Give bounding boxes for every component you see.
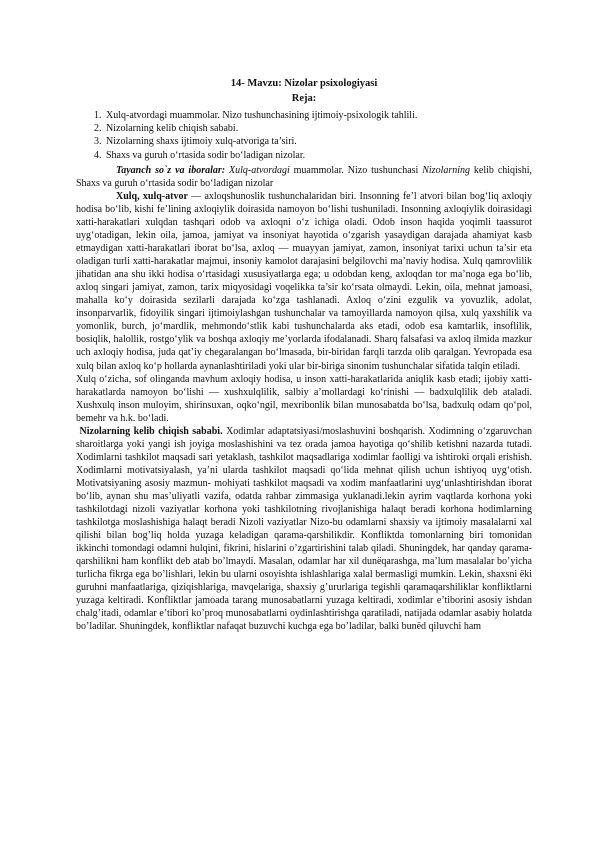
paragraph-text: — axloqshunoslik tushunchalaridan biri. Insonning fe’l atvori bilan bog‘liq axloqiy hodisa bo‘lib, kishi fe’lining axloqiylik doirasida namoyon bo‘lishi tushuniladi. Insonning axloqiylik doirasidagi xatti-harakatlari xulqdan tashqari odob va axloqni o‘z ichiga oladi. Odob inson haqida yoqimli taassurot uyg‘otadigan, lekin oila, jamoa, jamiyat va insoniyat hayotida o‘zgarish yasaydigan darajada ahamiyat kasb etmaydigan xatti-harakatlari iborat bo‘lsa, axloq — muayyan jamiyat, zamon, insoniyat tarixi uchun ta’sir eta oladigan turli xatti-harakatlar majmui, insoniy kamolot darajasini belgilovchi ma’naviy hodisa. Xulq qamrovlilik jihatidan ana shu ikki hodisa o‘rtasidagi xususiyatlarga ega; u odobdan keng, axloqdan tor ma’noga ega bo‘lib, axloq singari jamiyat, zamon, tarix miqyosidagi voqelikka ta’sir ko‘rsata olmaydi. Lekin, oila, mehnat jamoasi, mahalla ko‘y doirasida sezilarli darajada ko‘zga tashlanadi. Axloq o‘zini ezgulik va yovuzlik, adolat, insonparvarlik, fidoyilik singari ijtimoiylashgan tushunchalar va tamoyillarda namoyon qilsa, xulq yaxshilik va yomonlik, burch, jo‘mardlik, mehmondo‘stlik kabi tushunchalarda aks etadi, odob esa kamtarlik, insoflilik, bosiqlik, halollik, rostgo‘ylik va boshqa axloqiy me’yorlarda ifodalanadi. Sharq falsafasi va axloq ilmida mazkur uch axloqiy hodisa, juda qat’iy chegaralangan bo‘lmasada, bir-biridan farqli tarzda olib qaralgan. Yevropada esa xulq bilan axloq ko‘p hollarda aynanlashtiriladi yoki ular bir-biriga sinonim tushunchalar sifatida talqin etiladi. [76, 190, 532, 372]
paragraph-text: Xodimlar adaptatsiyasi/moslashuvini boshqarish. Xodimning o‘zgaruvchan sharoitlarga yoki yangi ish joyiga moslashishini va tez orada jamoa hayotiga qo‘shilib ketishni nazarda tutadi. Xodimlarni tashkilot maqsadi sari yetaklash, tashkilot maqsadlariga xodimlar faolligi va ishtiroki orqali erishish. Xodimlarni motivatsiyalash, ya’ni ularda tashkilot maqsadi qo‘lida mehnat qilish uchun ishtiyoq uyg‘otish. Motivatsiyaning asosiy mazmun- mohiyati tashkilot maqsadi va xodim manfaatlarini uyg‘unlashtirishdan iborat bo‘lib, aynan shu mas’uliyatli vazifa, odatda rahbar zimmasiga yuklanadi.lekin ayrim vaqtlarda korhona yoki tashkilotdagi nizoli vaziyatlar korhona yoki tashkilotning rivojlanishiga halaqt beradi korhona hodimlarning tashkilotga moslashishiga halaqt beradi Nizoli vaziyatlar Nizo-bu odamlarni shaxsiy va ijtimoiy masalalarni xal qilishi bilan bog’liq holda yuzaga keladigan qarama-qarshilikdir. Konfliktda tomonlarning biri tomonidan ikkinchi tomondagi odamni hulqini, fikrini, hislarini o’zgartirishini talab qiladi. Shuningdek, har qanday qarama-qarshilikni ham konflikt deb atab bo’lmaydi. Masalan, odamlar har xil dunёqarashga, ma’lum masalalar bo’yicha turlicha fikrga ega bo’lishlari, lekin bu ularni osoyishta ishlashlariga xalal bermasligi mumkin. Lekin, shaxsni ёki guruhni manfaatlariga, qiziqishlariga, mavqelariga, shaxsiy g’ururlariga tegishli qaramaqarshiliklar konfliktlarni yuzaga keltiradi. Konfliktlar jamoada tarang munosabatlarni yuzaga keltiradi, xodimlar e’tiborini asosiy ishdan chalg’itadi, odamlar e’tibori ko’proq munosabatlarni oydinlashtirishga qaratiladi, natijada odamlar asabiy holatda bo’ladilar. Shuningdek, konfliktlar nafaqat buzuvchi kuchga ega bo’ladilar, balki bunёd qiluvchi ham [76, 425, 533, 633]
page-title: 14- Mavzu: Nizolar psixologiyasi [230, 78, 378, 89]
keywords-term: Xulq-atvordagi [225, 164, 290, 176]
body-paragraph-3 [76, 425, 532, 634]
plan-item: 4. Shaxs va guruh o‘rtasida sodir bo‘ladigan nizolar. [104, 149, 532, 162]
keywords-paragraph [76, 164, 532, 190]
plan-item: 2. Nizolarning kelib chiqish sababi. [104, 122, 532, 135]
term-lead: Xulq, xulq-atvor [116, 190, 188, 202]
section-lead: Nizolarning kelib chiqish sababi. [79, 425, 223, 437]
keywords-text: muammolar. Nizo tushunchasi [289, 164, 423, 176]
plan-heading: Reja: [291, 93, 317, 104]
plan-list [76, 109, 532, 162]
plan-item: 1. Xulq-atvordagi muammolar. Nizo tushunchasining ijtimoiy-psixologik tahlili. [104, 109, 532, 122]
body-paragraph-1 [76, 190, 532, 373]
plan-item: 3. Nizolarning shaxs ijtimoiy xulq-atvoriga ta’siri. [104, 135, 532, 148]
keywords-term: Nizolarning [422, 164, 471, 176]
body-paragraph-2: Xulq o‘zicha, sof olinganda mavhum axloqiy hodisa, u inson xatti-harakatlarida aniqlik kasb etadi; ijobiy xatti-harakatlarda namoyon bo‘lishi — xushxulqlilik, salbiy a’mollardagi ko‘rinishi — badxulqlilik deb ataladi. Xushxulq inson muloyim, shirinsuxan, oqko‘ngil, mexribonlik bilan munosabatda bo‘lsa, badxulq odam qo‘pol, bemehr va h.k. bo‘ladi. [76, 373, 532, 424]
keywords-text: kelib chiqishi, Shaxs va guruh o‘rtasida sodir bo‘ladigan nizolar [76, 164, 532, 189]
keywords-lead: Tayanch so`z va iboralar: [116, 164, 226, 176]
